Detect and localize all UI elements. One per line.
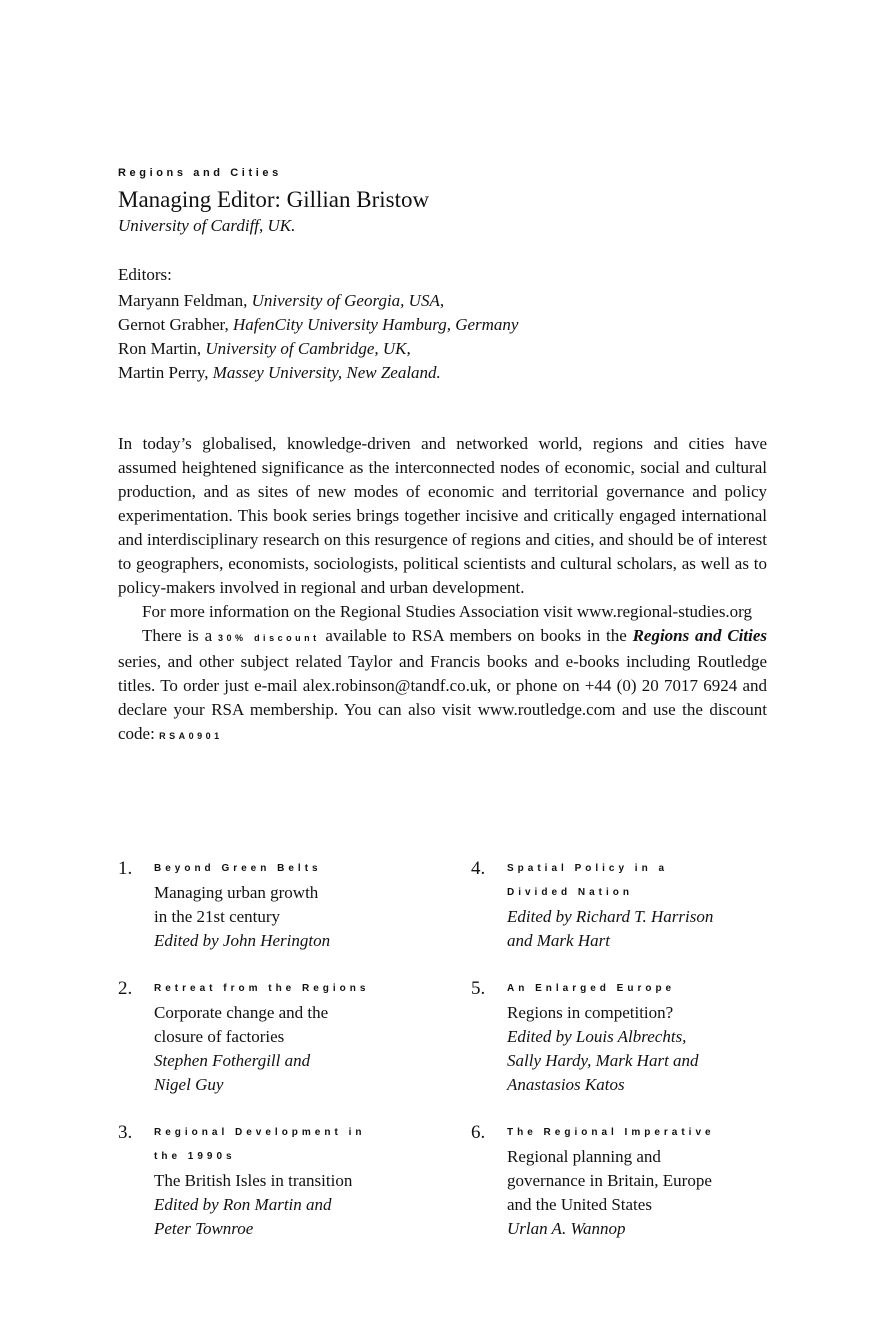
editor-name: Ron Martin, [118,339,206,358]
editors-heading: Editors: [118,265,172,284]
book-subtitle-line: in the 21st century [154,907,281,926]
book-author-line: Edited by John Herington [154,931,331,950]
managing-editor-affiliation: University of Cardiff, UK. [118,216,296,235]
book-subtitle-line: Managing urban growth [154,883,319,902]
series-description [118,432,767,748]
book-title: Beyond Green Belts [154,863,322,874]
discount-text: There is a [142,626,218,645]
book-subtitle-line: Regional planning and [507,1147,661,1166]
editor-affiliation: University of Georgia, USA [251,291,440,310]
series-name: Regions and Cities [118,167,282,179]
editor-name: Martin Perry, [118,363,213,382]
book-entry [118,857,448,957]
book-subtitle-line: Regions in competition? [507,1003,674,1022]
rsa-info-paragraph: For more information on the Regional Studies Association visit www.regional-studies.org [142,602,753,621]
book-number: 4. [471,858,486,879]
series-name-inline: Regions and Cities [632,626,767,645]
editor-affiliation: University of Cambridge, UK, [205,339,411,358]
editor-suffix: , [439,291,445,310]
discount-text: available to RSA members on books in the [319,626,633,645]
editor-entry [118,361,518,385]
book-number: 6. [471,1122,486,1143]
book-entry [471,977,801,1097]
book-author-line: Edited by Louis Albrechts, [507,1027,687,1046]
book-title: Spatial Policy in a Divided Nation [507,863,669,898]
book-title: The Regional Imperative [507,1127,715,1138]
book-author-line: Anastasios Katos [507,1075,625,1094]
book-entry [118,1121,448,1241]
editors-list [118,289,518,385]
book-title: An Enlarged Europe [507,983,676,994]
editor-affiliation: Massey University, New Zealand. [212,363,441,382]
discount-code: RSA0901 [159,731,223,741]
book-number: 2. [118,978,133,999]
book-entry [471,1121,801,1241]
editor-name: Maryann Feldman, [118,291,252,310]
book-number: 3. [118,1122,133,1143]
editor-entry [118,313,518,337]
description-paragraph: In today’s globalised, knowledge-driven and networked world, regions and cities have assumed heightened significance as the interconnected nodes of economic, social and cultural production, and as sites of new modes of economic and territorial governance and policy experimentation. This book series brings together incisive and critically engaged international and interdisciplinary research on this resurgence of regions and cities, and should be of interest to geographers, economists, sociologists, political scientists and cultural scholars, as well as to policy-makers involved in regional and urban development. [118,434,767,597]
managing-editor: Managing Editor: Gillian Bristow [118,187,430,212]
book-title: Retreat from the Regions [154,983,370,994]
book-subtitle-line: and the United States [507,1195,652,1214]
book-subtitle-line: The British Isles in transition [154,1171,353,1190]
editor-affiliation: HafenCity University Hamburg, Germany [232,315,519,334]
editor-name: Gernot Grabher, [118,315,233,334]
book-author-line: Sally Hardy, Mark Hart and [507,1051,699,1070]
book-subtitle-line: governance in Britain, Europe [507,1171,712,1190]
book-author-line: Edited by Richard T. Harrison [507,907,714,926]
book-author-line: Edited by Ron Martin and [154,1195,332,1214]
discount-text: series, and other subject related Taylor and Francis books and e-books including Routledge titles. To order just e-mail alex.robinson@tandf.co.uk, or phone on +44 (0) 20 7017 6924 and declare your RSA membership. You can also visit www.routledge.com and use the discount code: [118,652,767,743]
book-entry [118,977,448,1097]
book-author-line: Nigel Guy [154,1075,224,1094]
book-author-line: and Mark Hart [507,931,610,950]
book-title: Regional Development in the 1990s [154,1127,366,1162]
book-number: 1. [118,858,133,879]
book-author-line: Stephen Fothergill and [154,1051,311,1070]
book-author-line: Urlan A. Wannop [507,1219,626,1238]
editor-entry [118,337,518,361]
book-author-line: Peter Townroe [154,1219,254,1238]
book-number: 5. [471,978,486,999]
discount-highlight: 30% discount [217,633,320,643]
book-subtitle-line: Corporate change and the [154,1003,329,1022]
book-entry [471,857,801,957]
editor-entry [118,289,518,313]
book-subtitle-line: closure of factories [154,1027,285,1046]
discount-paragraph [118,624,767,748]
